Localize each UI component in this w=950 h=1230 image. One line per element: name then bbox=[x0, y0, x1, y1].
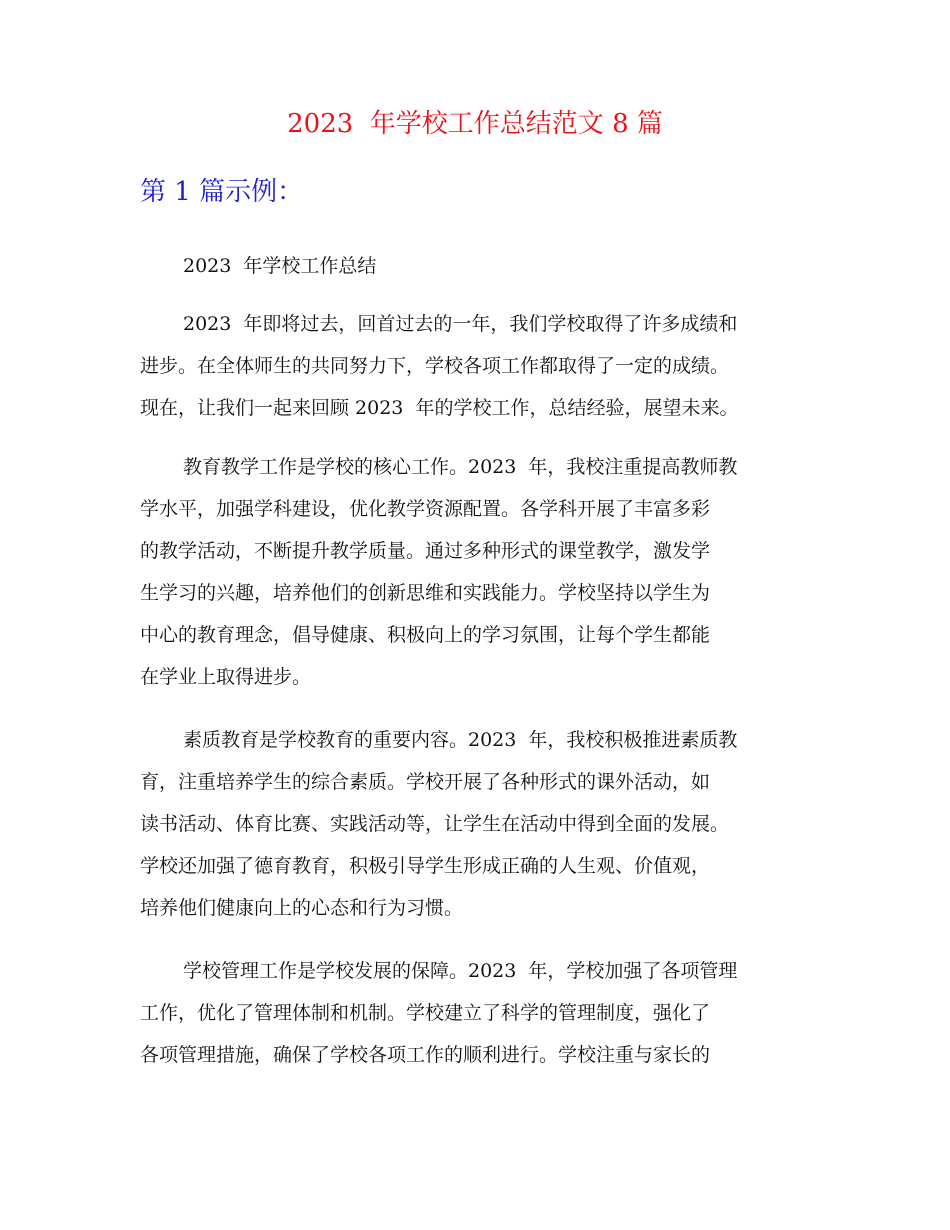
paragraph-2-line-5: 中心的教育理念，倡导健康、积极向上的学习氛围，让每个学生都能 bbox=[140, 624, 711, 646]
document-subtitle: 2023 年学校工作总结 bbox=[183, 255, 377, 277]
paragraph-1-line-1: 2023 年即将过去，回首过去的一年，我们学校取得了许多成绩和 bbox=[183, 313, 738, 335]
document-title: 2023 年学校工作总结范文 8 篇 bbox=[287, 109, 663, 139]
paragraph-3-line-5: 培养他们健康向上的心态和行为习惯。 bbox=[140, 897, 464, 919]
paragraph-3-line-2: 育，注重培养学生的综合素质。学校开展了各种形式的课外活动，如 bbox=[140, 771, 711, 793]
paragraph-2-line-1: 教育教学工作是学校的核心工作。2023 年，我校注重提高教师教 bbox=[183, 456, 738, 478]
section-heading: 第 1 篇示例： bbox=[140, 177, 304, 207]
paragraph-4-line-3: 各项管理措施，确保了学校各项工作的顺利进行。学校注重与家长的 bbox=[140, 1044, 711, 1066]
paragraph-2-line-2: 学水平，加强学科建设，优化教学资源配置。各学科开展了丰富多彩 bbox=[140, 498, 711, 520]
paragraph-3-line-3: 读书活动、体育比赛、实践活动等，让学生在活动中得到全面的发展。 bbox=[140, 813, 730, 835]
paragraph-1-line-2: 进步。在全体师生的共同努力下，学校各项工作都取得了一定的成绩。 bbox=[140, 355, 730, 377]
paragraph-3-line-1: 素质教育是学校教育的重要内容。2023 年，我校积极推进素质教 bbox=[183, 729, 738, 751]
paragraph-4-line-1: 学校管理工作是学校发展的保障。2023 年，学校加强了各项管理 bbox=[183, 960, 738, 982]
paragraph-2-line-3: 的教学活动，不断提升教学质量。通过多种形式的课堂教学，激发学 bbox=[140, 540, 711, 562]
paragraph-1-line-3: 现在，让我们一起来回顾 2023 年的学校工作，总结经验，展望未来。 bbox=[140, 397, 739, 419]
paragraph-3-line-4: 学校还加强了德育教育，积极引导学生形成正确的人生观、价值观， bbox=[140, 855, 711, 877]
paragraph-4-line-2: 工作，优化了管理体制和机制。学校建立了科学的管理制度，强化了 bbox=[140, 1002, 711, 1024]
paragraph-2-line-4: 生学习的兴趣，培养他们的创新思维和实践能力。学校坚持以学生为 bbox=[140, 582, 711, 604]
paragraph-2-line-6: 在学业上取得进步。 bbox=[140, 666, 312, 688]
